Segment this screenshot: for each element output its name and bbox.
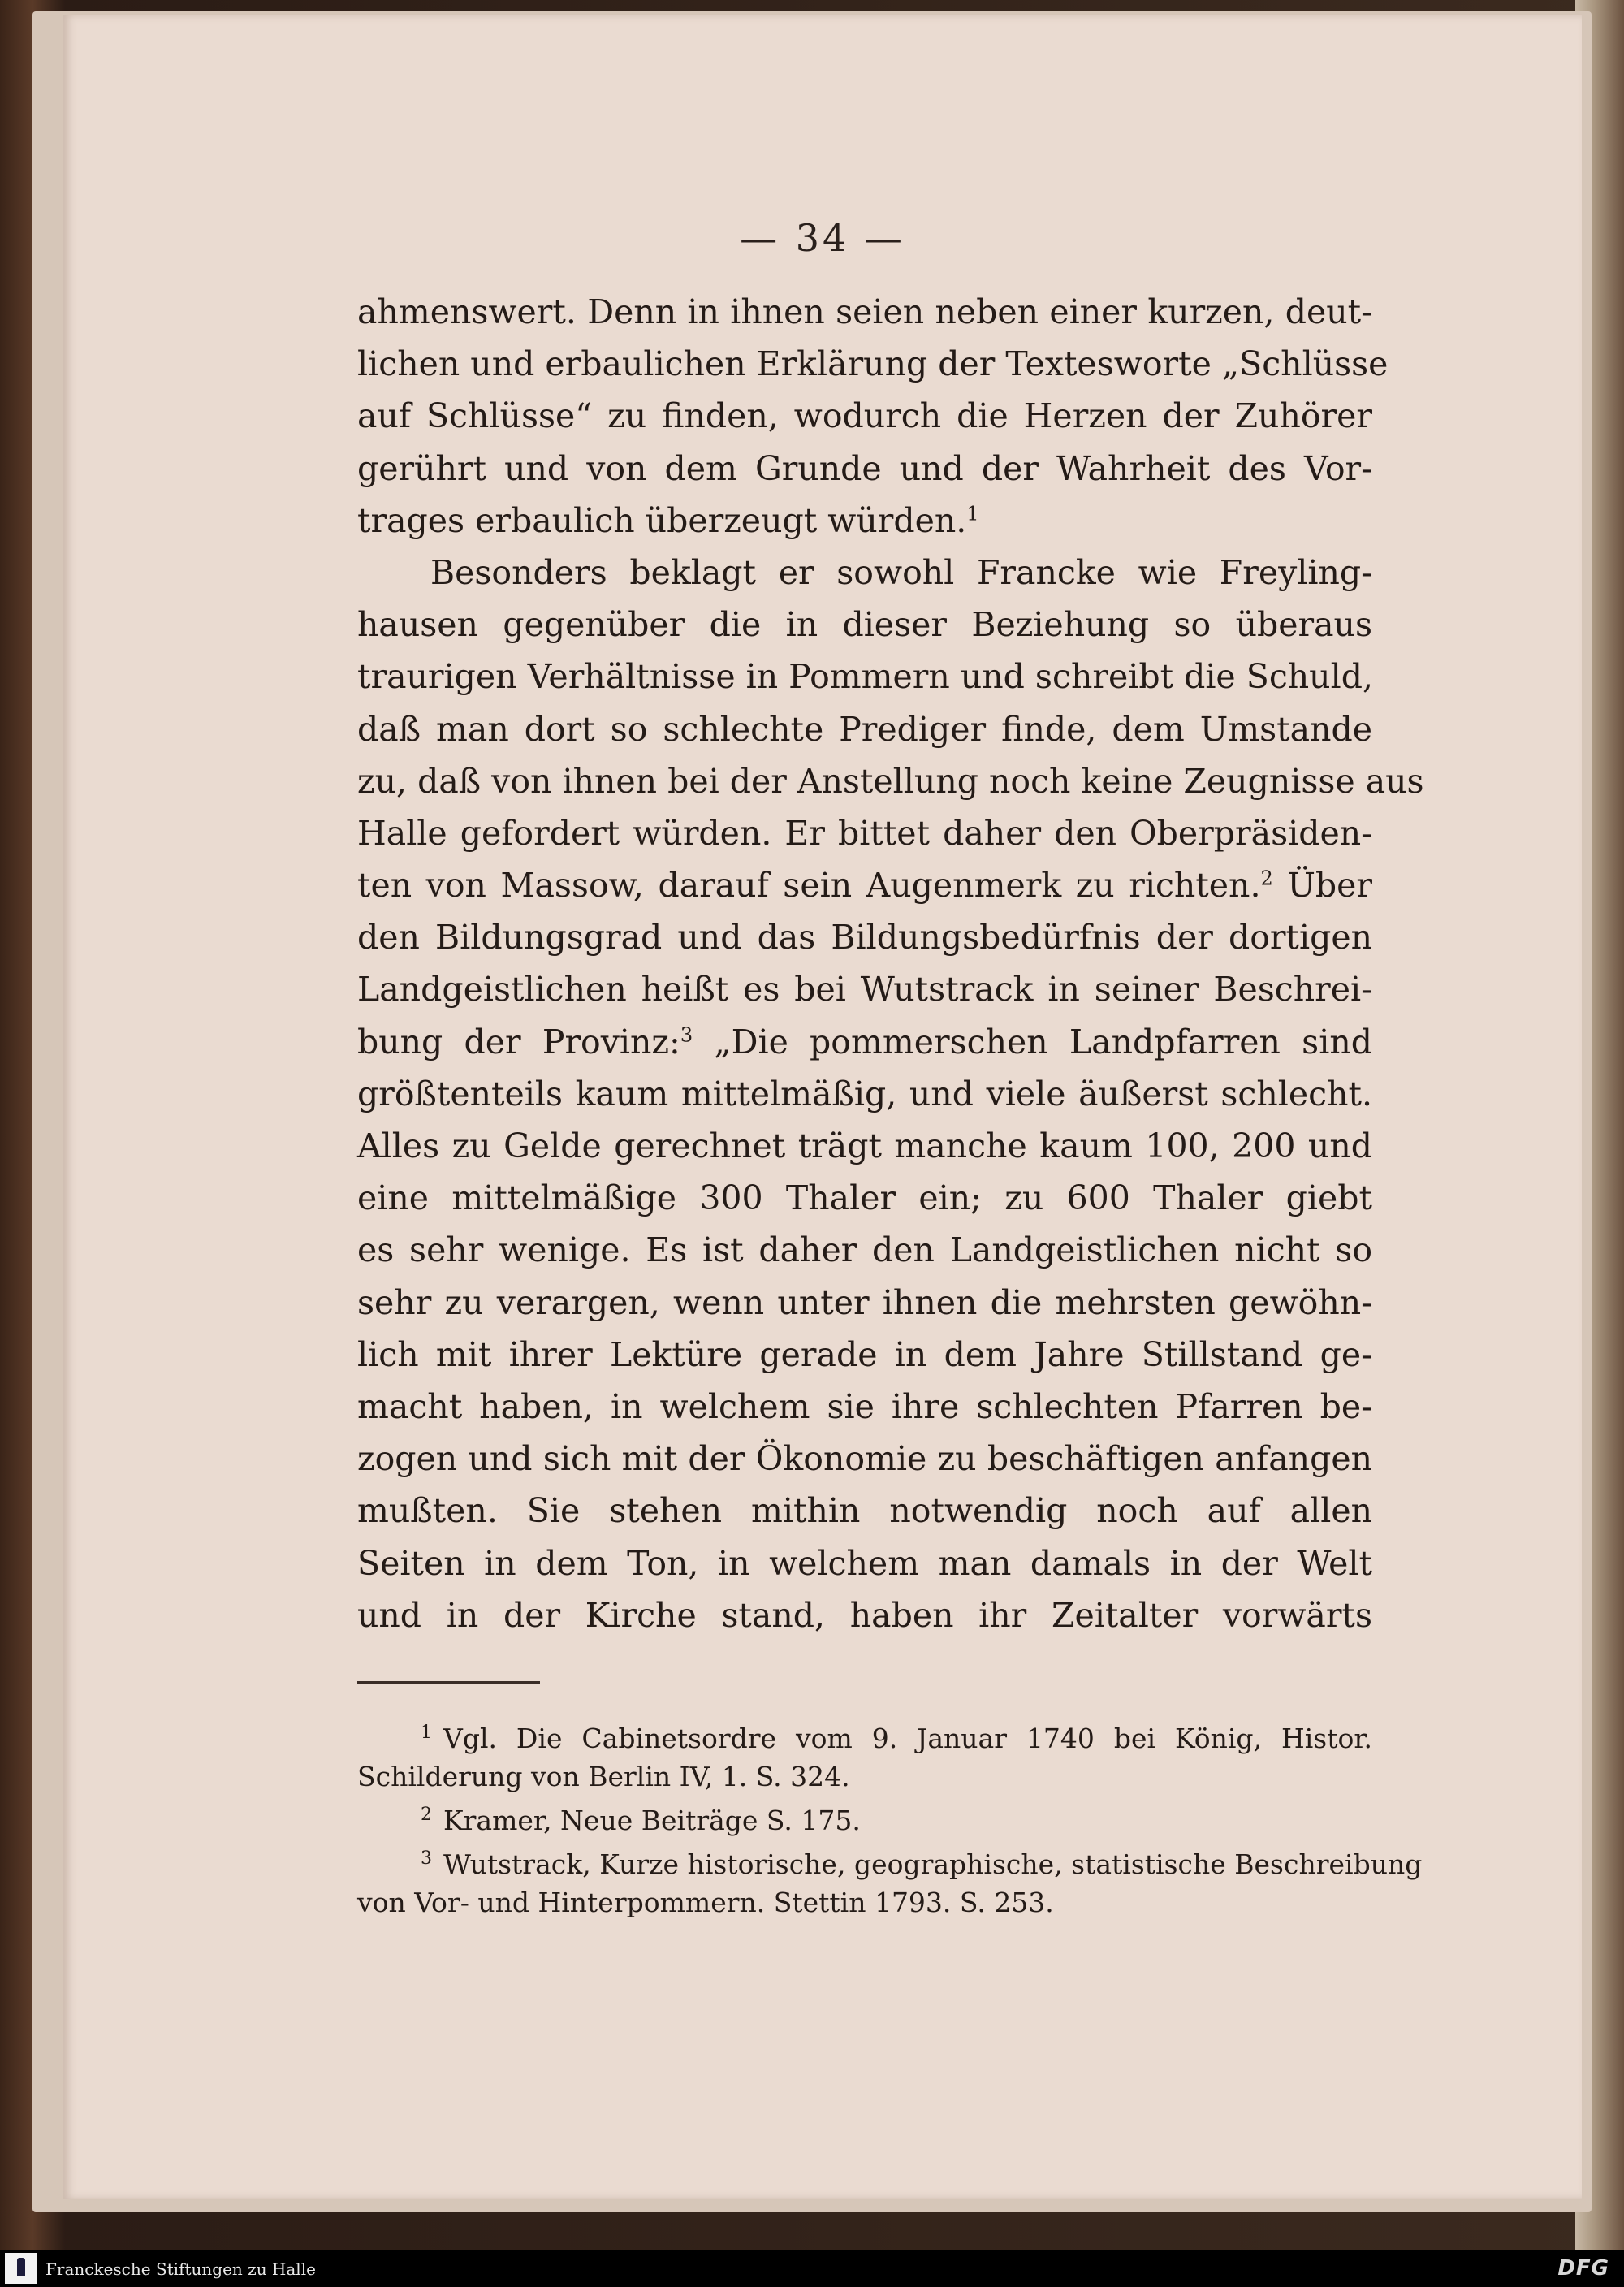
text-line-content: bung der Provinz:	[357, 1022, 680, 1061]
text-line: eine mittelmäßige 300 Thaler ein; zu 600 Thaler giebt	[357, 1178, 1372, 1218]
footnote-ref: 3	[680, 1022, 693, 1046]
text-line-content: ten von Massow, darauf sein Augenmerk zu richten.	[357, 866, 1261, 906]
text-line-content: „Die pommerschen Landpfarren sind	[714, 1022, 1372, 1061]
text-line: Seiten in dem Ton, in welchem man damals in der Welt	[357, 1543, 1372, 1583]
institution-logo-icon	[5, 2253, 37, 2284]
footnote-line: Schilderung von Berlin IV, 1. S. 324.	[357, 1761, 850, 1792]
text-line: sehr zu verargen, wenn unter ihnen die mehrsten gewöhn-	[357, 1282, 1372, 1322]
text-line: größtenteils kaum mittelmäßig, und viele äußerst schlecht.	[357, 1074, 1372, 1113]
text-line: und in der Kirche stand, haben ihr Zeitalter vorwärts	[357, 1595, 1372, 1635]
footnote-text: Wutstrack, Kurze historische, geographische, statistische Beschreibung	[443, 1848, 1423, 1880]
text-line	[357, 495, 1372, 547]
footnote-line	[357, 1796, 1372, 1840]
dfg-logo: DFG	[1557, 2256, 1609, 2281]
body-text	[357, 286, 1424, 1641]
text-line	[357, 1016, 1372, 1068]
footnote-text: Vgl. Die Cabinetsordre vom 9. Januar 1740 bei König, Histor.	[443, 1723, 1372, 1754]
page-number: — 34 —	[740, 216, 905, 260]
text-line: auf Schlüsse“ zu finden, wodurch die Herzen der Zuhörer	[357, 396, 1372, 436]
footnote-line	[357, 1714, 1372, 1757]
text-line: ahmenswert. Denn in ihnen seien neben einer kurzen, deut-	[357, 292, 1372, 331]
text-line-content: trages erbaulich überzeugt würden.	[357, 500, 967, 540]
footnote-divider	[357, 1681, 540, 1684]
text-line: Landgeistlichen heißt es bei Wutstrack in seiner Beschrei-	[357, 970, 1372, 1009]
text-line: traurigen Verhältnisse in Pommern und schreibt die Schuld,	[357, 657, 1373, 697]
footnote-line	[357, 1840, 1423, 1883]
text-line: Alles zu Gelde gerechnet trägt manche kaum 100, 200 und	[357, 1126, 1372, 1165]
text-line: mußten. Sie stehen mithin notwendig noch auf allen	[357, 1491, 1372, 1531]
footnote-number: 2	[421, 1805, 432, 1825]
text-line: lichen und erbaulichen Erklärung der Textesworte „Schlüsse	[357, 344, 1389, 384]
text-line: gerührt und von dem Grunde und der Wahrheit des Vor-	[357, 448, 1372, 488]
text-line: Halle gefordert würden. Er bittet daher den Oberpräsiden-	[357, 813, 1372, 853]
footnote-ref: 1	[966, 502, 979, 525]
text-line: lich mit ihrer Lektüre gerade in dem Jahre Stillstand ge-	[357, 1334, 1372, 1374]
text-line-content: Über	[1287, 866, 1372, 906]
text-line: macht haben, in welchem sie ihre schlechten Pfarren be-	[357, 1386, 1372, 1426]
footnote-number: 3	[421, 1848, 432, 1869]
institution-name: Franckesche Stiftungen zu Halle	[45, 2259, 316, 2279]
text-line: Besonders beklagt er sowohl Francke wie Freyling-	[430, 552, 1372, 592]
text-line: den Bildungsgrad und das Bildungsbedürfnis der dortigen	[357, 918, 1372, 958]
text-line: zu, daß von ihnen bei der Anstellung noch keine Zeugnisse aus	[357, 761, 1424, 801]
footnote-text: Kramer, Neue Beiträge S. 175.	[443, 1805, 861, 1836]
viewer-footer-bar	[0, 2250, 1624, 2287]
footnote-ref: 2	[1260, 867, 1273, 890]
text-line: es sehr wenige. Es ist daher den Landgeistlichen nicht so	[357, 1230, 1372, 1270]
text-line: hausen gegenüber die in dieser Beziehung so überaus	[357, 605, 1372, 645]
footnotes	[357, 1714, 1423, 1922]
text-line	[357, 859, 1372, 911]
footnote-number: 1	[421, 1723, 432, 1743]
footnote-line: von Vor- und Hinterpommern. Stettin 1793. S. 253.	[357, 1887, 1054, 1918]
text-line: zogen und sich mit der Ökonomie zu beschäftigen anfangen	[357, 1439, 1372, 1479]
text-line: daß man dort so schlechte Prediger finde, dem Umstande	[357, 709, 1372, 749]
